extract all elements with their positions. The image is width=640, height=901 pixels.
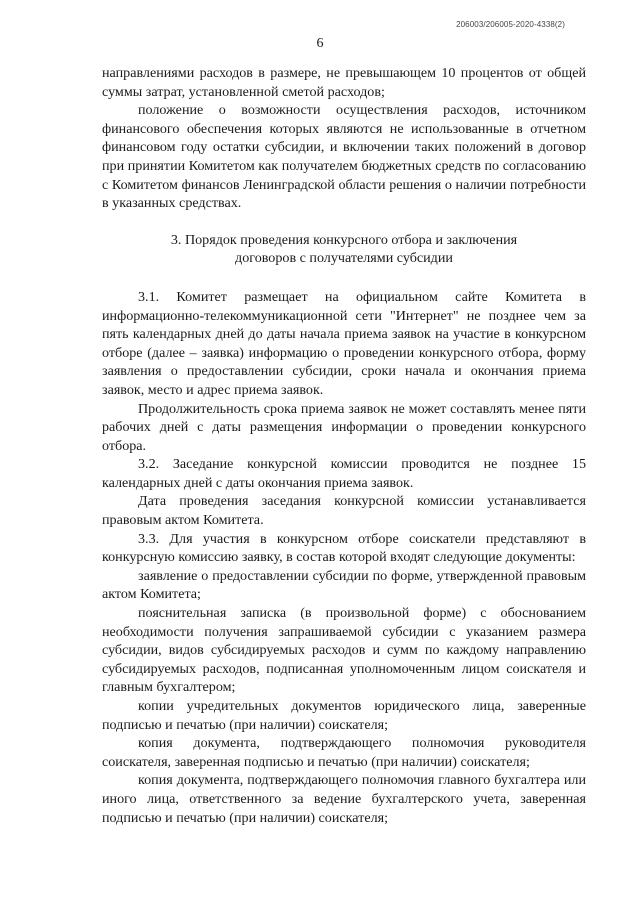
list-item-founding-documents: копии учредительных документов юридического лица, заверенные подписью и печатью (при наличии) соискателя; <box>102 698 586 733</box>
paragraph-unused-balance: положение о возможности осуществления расходов, источником финансового обеспечения которых являются не использованные в отчетном финансовом году остатки субсидии, и включении таких положений в договор при принятии Комитетом как получателем бюджетных средств по согласованию с Комитетом финансов Ленинградской области решения о наличии потребности в указанных средствах. <box>102 102 586 212</box>
paragraph-expense-limit: направлениями расходов в размере, не превышающем 10 процентов от общей суммы затрат, установленной сметой расходов; <box>102 65 586 100</box>
section-heading-line-2: договоров с получателями субсидии <box>235 250 453 267</box>
paragraph-3-2: 3.2. Заседание конкурсной комиссии проводится не позднее 15 календарных дней с даты окончания приема заявок. <box>102 456 586 491</box>
paragraph-3-3: 3.3. Для участия в конкурсном отборе соискатели представляют в конкурсную комиссию заявку, в состав которой входят следующие документы: <box>102 530 586 566</box>
document-code: 206003/206005-2020-4338(2) <box>456 20 565 29</box>
section-heading <box>102 231 586 268</box>
section-heading-line-1: 3. Порядок проведения конкурсного отбора и заключения <box>170 231 518 248</box>
list-item-director-authority: копия документа, подтверждающего полномочия руководителя соискателя, заверенная подписью и печатью (при наличии) соискателя; <box>102 735 586 770</box>
list-item-explanatory-note: пояснительная записка (в произвольной форме) с обоснованием необходимости получения запрашиваемой субсидии с указанием размера субсидии, видов субсидируемых расходов и сумм по каждому направлению субсидируемых расходов, подписанная уполномоченным лицом соискателя и главным бухгалтером; <box>102 605 586 696</box>
paragraph-meeting-date: Дата проведения заседания конкурсной комиссии устанавливается правовым актом Комитета. <box>102 493 586 529</box>
list-item-accountant-authority: копия документа, подтверждающего полномочия главного бухгалтера или иного лица, ответственного за ведение бухгалтерского учета, заверенная подписью и печатью (при наличии) соискателя; <box>102 772 586 826</box>
document-body <box>102 64 586 827</box>
list-item-application-form: заявление о предоставлении субсидии по форме, утвержденной правовым актом Комитета; <box>102 567 586 603</box>
paragraph-application-period: Продолжительность срока приема заявок не может составлять менее пяти рабочих дней с даты размещения информации о проведении конкурсного отбора. <box>102 400 586 454</box>
paragraph-3-1: 3.1. Комитет размещает на официальном сайте Комитета в информационно-телекоммуникационной сети "Интернет" не позднее чем за пять календарных дней до даты начала приема заявок на участие в конкурсном отборе (далее – заявка) информацию о проведении конкурсного отбора, форму заявления о предоставлении субсидии, сроки начала и окончания приема заявок, место и адрес приема заявок. <box>102 288 586 398</box>
page-number: 6 <box>316 36 324 51</box>
